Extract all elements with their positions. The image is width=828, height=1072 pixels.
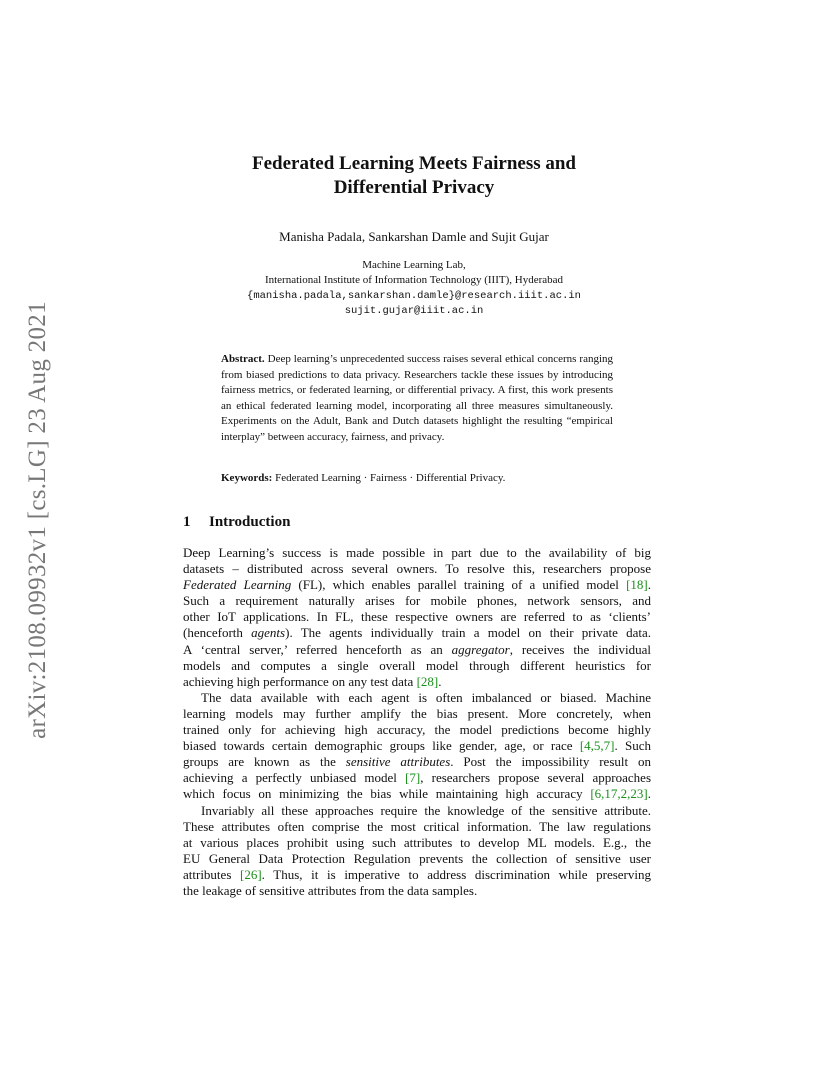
paragraph-1-line bbox=[183, 642, 651, 658]
citation-link[interactable]: [26] bbox=[240, 866, 262, 882]
citation-link[interactable]: [7] bbox=[405, 770, 421, 786]
section-number: 1 bbox=[183, 514, 191, 530]
paragraph-3-line: Invariably all these approaches require the knowledge of the sensitive attribute. bbox=[201, 802, 651, 818]
institute-name: International Institute of Information Technology (IIIT), Hyderabad bbox=[264, 274, 564, 287]
term-federated-learning: Federated Learning bbox=[183, 577, 292, 593]
paragraph-1-line: datasets – distributed across several owners. To resolve this, researchers propose bbox=[183, 561, 651, 577]
author-emails-1: {manisha.padala,sankarshan.damle}@research.iiit.ac.in bbox=[247, 289, 581, 302]
paper-title bbox=[0, 152, 828, 200]
term-sensitive-attributes: sensitive attributes bbox=[345, 754, 451, 770]
text-run: , receives the individual bbox=[509, 641, 651, 657]
author-email-2: sujit.gujar@iiit.ac.in bbox=[344, 304, 484, 317]
abstract-text: Deep learning’s unprecedented success raises several ethical concerns ranging from biased predictions to data privacy. Researchers tackle these issues by introducing fairness metrics, or federated learning, or differential privacy. A first, this work presents an ethical federated learning model, incorporating all three measures simultaneously. Experiments on the Adult, Bank and Dutch datasets highlight the resulting “empirical interplay” between accuracy, fairness, and privacy. bbox=[221, 353, 614, 443]
keywords bbox=[221, 471, 613, 487]
paragraph-1-line bbox=[183, 625, 651, 641]
text-run: achieving high performance on any test data bbox=[183, 673, 417, 689]
text-run: biased towards certain demographic groups like gender, age, or race bbox=[183, 738, 580, 754]
affiliation-block bbox=[0, 258, 828, 319]
section-title: Introduction bbox=[209, 514, 291, 530]
text-run: groups are known as the bbox=[183, 754, 346, 770]
paragraph-2-line bbox=[183, 754, 651, 770]
paper-title-line-2: Differential Privacy bbox=[333, 177, 495, 198]
text-run: ). The agents individually train a model on their private data. bbox=[285, 625, 651, 641]
text-run: . Such bbox=[614, 738, 651, 754]
text-run: (FL), which enables parallel training of a unified model bbox=[291, 577, 627, 593]
term-agents: agents bbox=[251, 625, 286, 641]
text-run: (henceforth bbox=[183, 625, 252, 641]
citation-link[interactable]: [28] bbox=[416, 673, 439, 689]
paragraph-2-line: learning models may further amplify the bias present. More concretely, when bbox=[183, 705, 651, 721]
text-run: achieving a perfectly unbiased model bbox=[183, 770, 406, 786]
introduction-body bbox=[183, 545, 651, 899]
paragraph-2-line bbox=[183, 738, 651, 754]
text-run: . bbox=[647, 786, 651, 802]
citation-link[interactable]: [6,17,2,23] bbox=[590, 786, 648, 802]
paragraph-2-line bbox=[183, 770, 651, 786]
paragraph-1-line bbox=[183, 577, 651, 593]
abstract-label: Abstract. bbox=[221, 353, 265, 365]
term-aggregator: aggregator bbox=[451, 641, 510, 657]
author-list: Manisha Padala, Sankarshan Damle and Sujit Gujar bbox=[279, 229, 549, 244]
paragraph-2-line: The data available with each agent is often imbalanced or biased. Machine bbox=[201, 689, 651, 705]
text-run: , researchers propose several approaches bbox=[420, 770, 651, 786]
abstract bbox=[221, 352, 613, 445]
paragraph-1-line: Such a requirement naturally arises for mobile phones, network sensors, and bbox=[183, 593, 651, 609]
section-heading bbox=[183, 512, 290, 532]
keywords-text: Federated Learning · Fairness · Differential Privacy. bbox=[275, 472, 506, 484]
text-run: which focus on minimizing the bias while maintaining high accuracy bbox=[183, 786, 591, 802]
lab-name: Machine Learning Lab, bbox=[362, 259, 466, 271]
paragraph-2-line: trained only for achieving high accuracy, the model predictions become highly bbox=[183, 722, 651, 738]
paragraph-1-line: other IoT applications. In FL, these respective owners are referred to as ‘clients’ bbox=[183, 609, 651, 625]
arxiv-identifier-stamp: arXiv:2108.09932v1 [cs.LG] 23 Aug 2021 bbox=[24, 301, 51, 739]
paragraph-3-line: EU General Data Protection Regulation prevents the collection of sensitive user bbox=[183, 850, 651, 866]
paragraph-3-line bbox=[183, 867, 651, 883]
paragraph-3-line: at various places prohibit using such attributes to develop ML models. E.g., the bbox=[183, 834, 651, 850]
citation-link[interactable]: [18] bbox=[626, 577, 648, 593]
text-run: attributes bbox=[183, 866, 240, 882]
text-run: . Post the impossibility result on bbox=[450, 754, 651, 770]
paragraph-1-line: Deep Learning’s success is made possible in part due to the availability of big bbox=[183, 545, 651, 560]
keywords-label: Keywords: bbox=[221, 472, 273, 484]
text-run: . Thus, it is imperative to address discrimination while preserving bbox=[261, 866, 651, 882]
paragraph-1-line bbox=[183, 674, 651, 690]
paragraph-3-line: the leakage of sensitive attributes from the data samples. bbox=[183, 882, 478, 898]
paragraph-1-line: models and computes a single overall model through different heuristics for bbox=[183, 657, 651, 673]
paragraph-3-line: These attributes often comprise the most critical information. The law regulations bbox=[183, 818, 651, 834]
text-run: . bbox=[438, 673, 442, 689]
text-run: A ‘central server,’ referred henceforth as an bbox=[183, 641, 452, 657]
citation-link[interactable]: [4,5,7] bbox=[579, 738, 615, 754]
text-run: . bbox=[647, 577, 652, 593]
paper-title-line-1: Federated Learning Meets Fairness and bbox=[251, 153, 576, 174]
paragraph-2-line bbox=[183, 786, 651, 802]
